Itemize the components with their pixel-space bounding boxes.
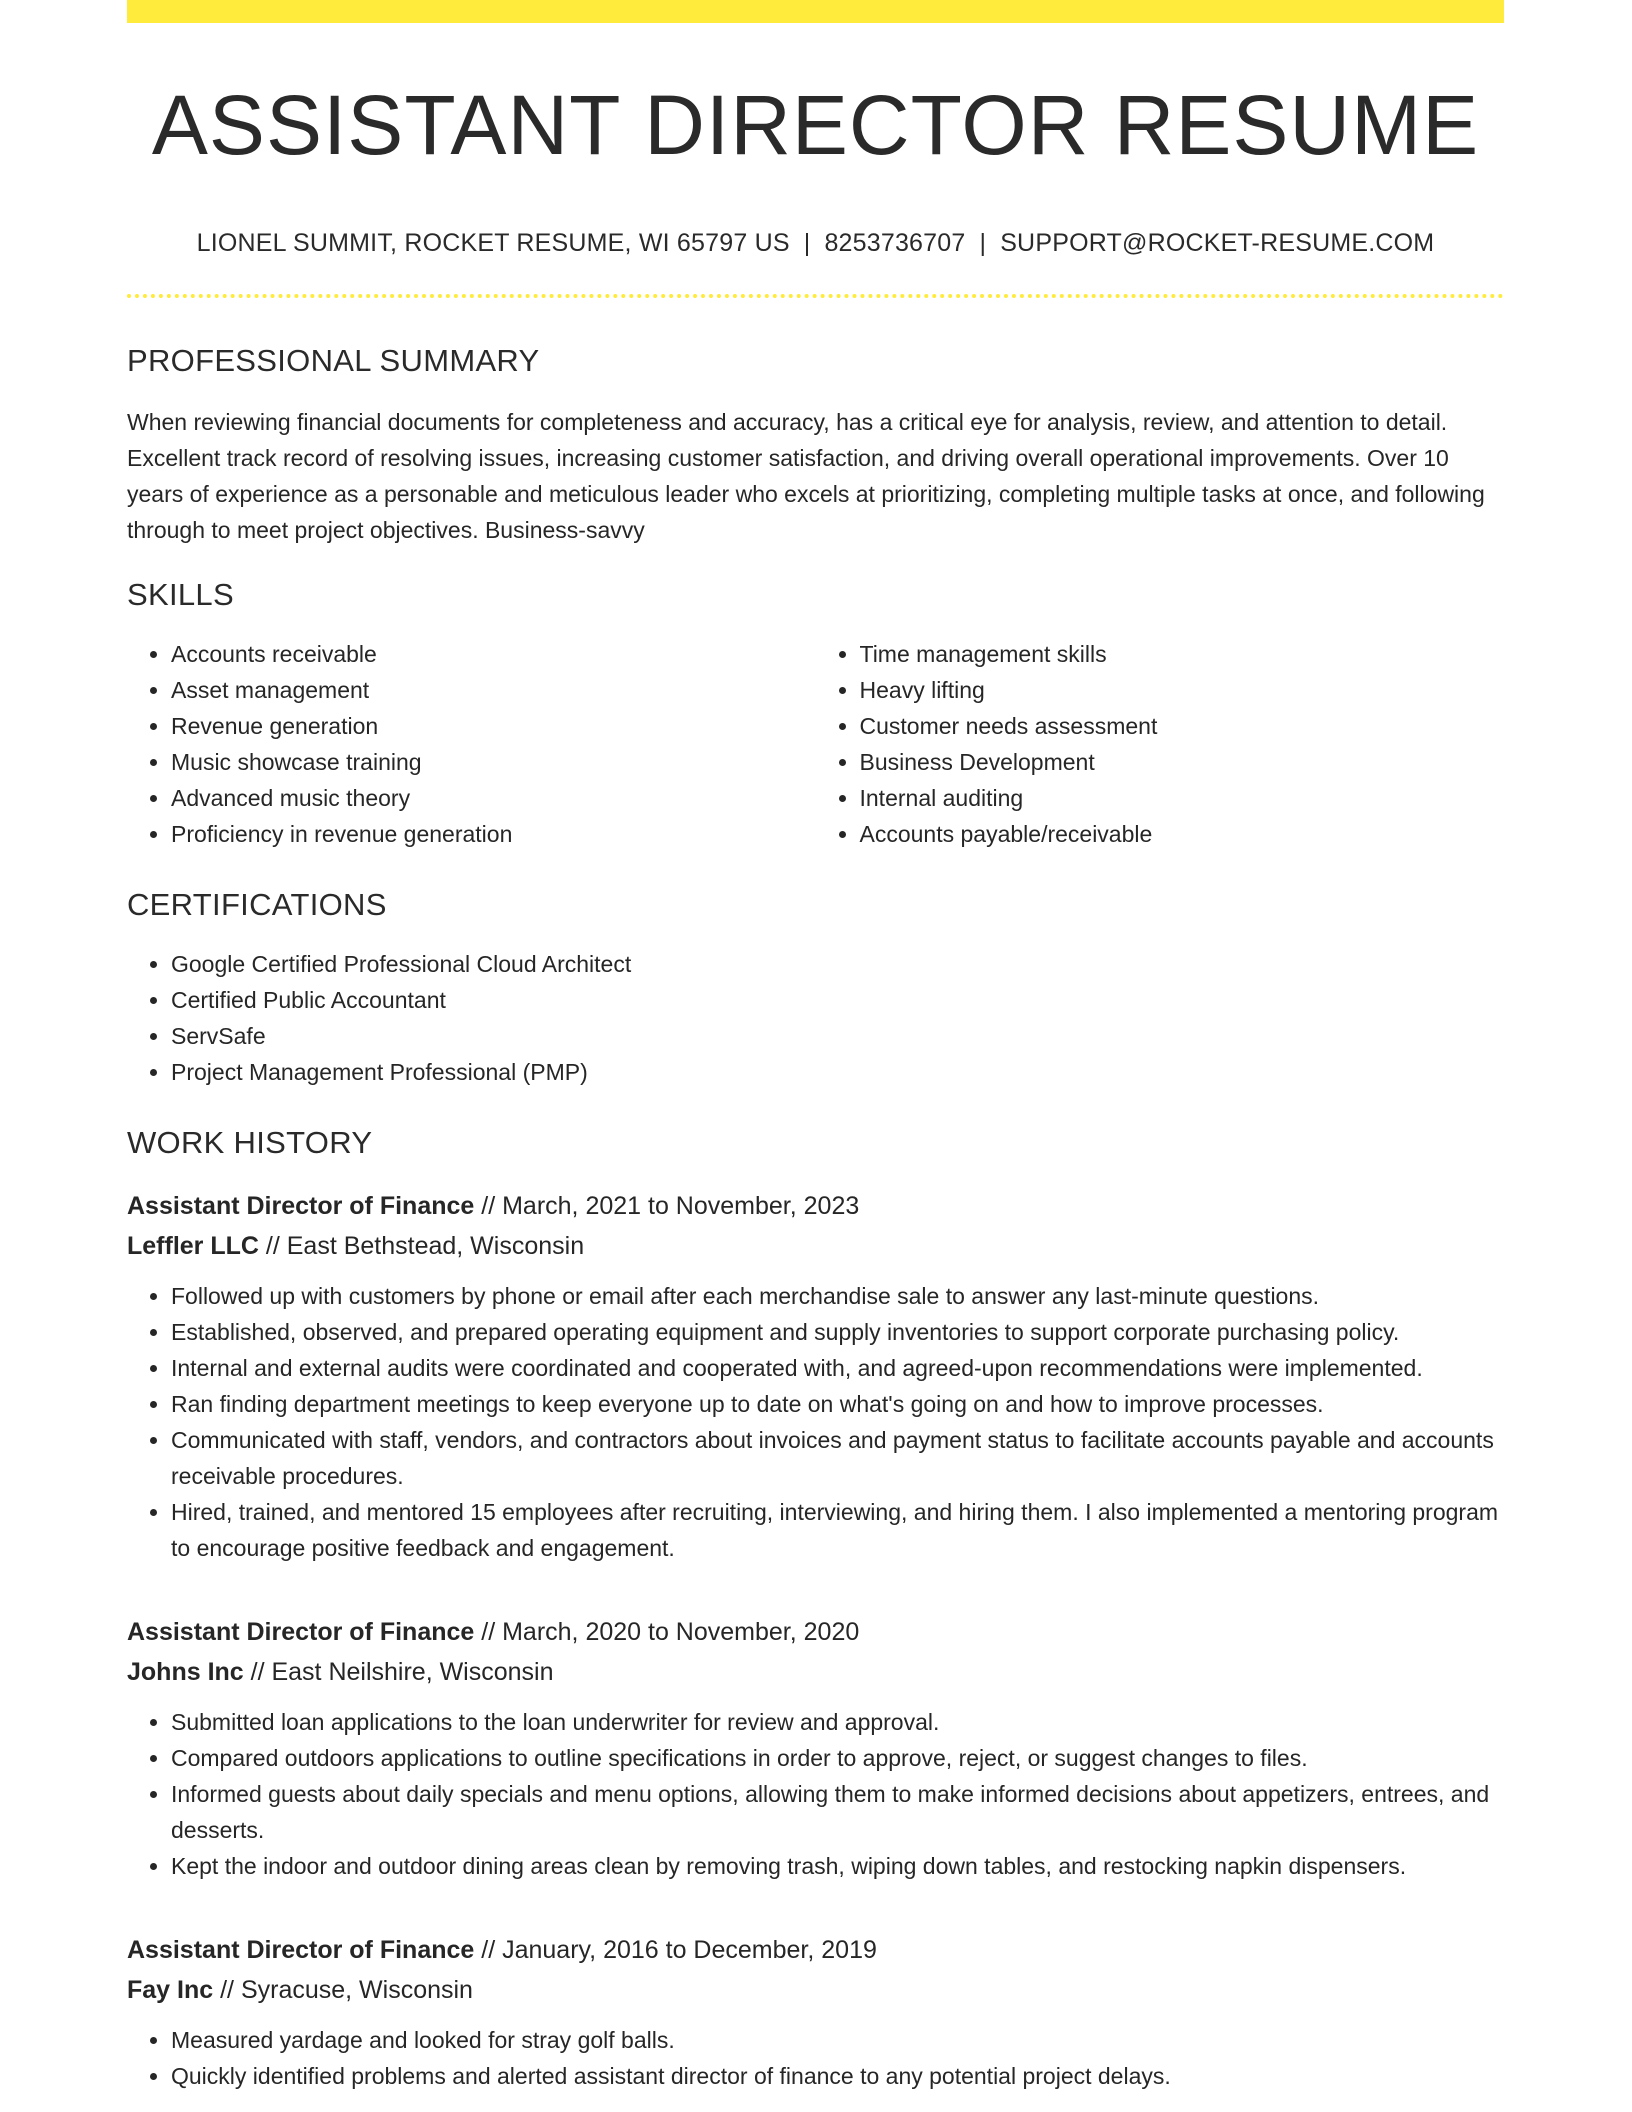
certifications-heading: CERTIFICATIONS <box>127 887 387 923</box>
job-title: Assistant Director of Finance <box>127 1618 475 1647</box>
job-company-line <box>127 1226 1504 1266</box>
job-company-line <box>127 1970 1504 2010</box>
job-bullet: • Communicated with staff, vendors, and contractors about invoices and payment status to facilitate accounts payable and accounts receivable procedures. <box>171 1422 1504 1494</box>
contact-separator: | <box>979 229 987 257</box>
job-dates: // March, 2021 to November, 2023 <box>474 1192 860 1221</box>
skill-item: • Proficiency in revenue generation <box>171 816 816 852</box>
job-entry <box>127 1186 1504 1566</box>
contact-separator: | <box>803 229 811 257</box>
job-dates: // March, 2020 to November, 2020 <box>474 1618 860 1647</box>
job-entry <box>127 1930 1504 2094</box>
skill-item: • Music showcase training <box>171 744 816 780</box>
job-company: Leffler LLC <box>127 1232 259 1261</box>
contact-address: LIONEL SUMMIT, ROCKET RESUME, WI 65797 US <box>196 229 790 257</box>
skill-item: • Time management skills <box>860 636 1505 672</box>
contact-phone: 8253736707 <box>824 229 966 257</box>
job-location: // East Bethstead, Wisconsin <box>258 1232 585 1261</box>
job-bullet: • Established, observed, and prepared operating equipment and supply inventories to support corporate purchasing policy. <box>171 1314 1504 1350</box>
job-title: Assistant Director of Finance <box>127 1936 475 1965</box>
certification-item: • Google Certified Professional Cloud Architect <box>171 946 1504 982</box>
job-title-line <box>127 1612 1504 1652</box>
skills-list-right <box>816 636 1505 852</box>
job-bullets <box>127 1278 1504 1566</box>
job-bullet: • Measured yardage and looked for stray golf balls. <box>171 2022 1504 2058</box>
summary-text: When reviewing financial documents for completeness and accuracy, has a critical eye for analysis, review, and attention to detail. Excellent track record of resolving issues, increasing customer satisfaction, and driving overall operational improvements. Over 10 years of experience as a personable and meticulous leader who excels at prioritizing, completing multiple tasks at once, and following through to meet project objectives. Business-savvy <box>127 409 1485 544</box>
job-bullets <box>127 2022 1504 2094</box>
job-bullet: • Submitted loan applications to the loan underwriter for review and approval. <box>171 1704 1504 1740</box>
job-company-line <box>127 1652 1504 1692</box>
skill-item: • Business Development <box>860 744 1505 780</box>
contact-email: SUPPORT@ROCKET-RESUME.COM <box>1000 229 1435 257</box>
job-bullet: • Quickly identified problems and alerted assistant director of finance to any potential project delays. <box>171 2058 1504 2094</box>
job-bullet: • Internal and external audits were coordinated and cooperated with, and agreed-upon recommendations were implemented. <box>171 1350 1504 1386</box>
skill-item: • Advanced music theory <box>171 780 816 816</box>
skill-item: • Accounts receivable <box>171 636 816 672</box>
certification-item: • ServSafe <box>171 1018 1504 1054</box>
job-title-line <box>127 1186 1504 1226</box>
skill-item: • Internal auditing <box>860 780 1505 816</box>
job-dates: // January, 2016 to December, 2019 <box>474 1936 877 1965</box>
certification-item: • Project Management Professional (PMP) <box>171 1054 1504 1090</box>
job-location: // East Neilshire, Wisconsin <box>243 1658 554 1687</box>
skills-heading: SKILLS <box>127 577 234 613</box>
skill-item: • Asset management <box>171 672 816 708</box>
certification-item: • Certified Public Accountant <box>171 982 1504 1018</box>
work-history-heading: WORK HISTORY <box>127 1125 373 1161</box>
top-accent-bar <box>127 0 1504 23</box>
job-company: Johns Inc <box>127 1658 244 1687</box>
job-title: Assistant Director of Finance <box>127 1192 475 1221</box>
skills-grid <box>127 636 1504 852</box>
skill-item: • Customer needs assessment <box>860 708 1505 744</box>
resume-title: ASSISTANT DIRECTOR RESUME <box>151 78 1480 172</box>
certifications-list <box>127 946 1504 1090</box>
skill-item: • Accounts payable/receivable <box>860 816 1505 852</box>
summary-heading: PROFESSIONAL SUMMARY <box>127 343 540 378</box>
job-location: // Syracuse, Wisconsin <box>213 1976 473 2005</box>
job-bullet: • Compared outdoors applications to outline specifications in order to approve, reject, or suggest changes to files. <box>171 1740 1504 1776</box>
job-bullet: • Kept the indoor and outdoor dining areas clean by removing trash, wiping down tables, and restocking napkin dispensers. <box>171 1848 1504 1884</box>
job-bullet: • Followed up with customers by phone or email after each merchandise sale to answer any last-minute questions. <box>171 1278 1504 1314</box>
resume-page <box>127 0 1504 2094</box>
job-entry <box>127 1612 1504 1884</box>
job-bullet: • Informed guests about daily specials and menu options, allowing them to make informed decisions about appetizers, entrees, and desserts. <box>171 1776 1504 1848</box>
skills-list-left <box>127 636 816 852</box>
dotted-divider <box>127 294 1504 298</box>
job-bullet: • Hired, trained, and mentored 15 employees after recruiting, interviewing, and hiring them. I also implemented a mentoring program to encourage positive feedback and engagement. <box>171 1494 1504 1566</box>
job-title-line <box>127 1930 1504 1970</box>
contact-line <box>127 229 1504 258</box>
job-company: Fay Inc <box>127 1976 214 2005</box>
skill-item: • Revenue generation <box>171 708 816 744</box>
job-bullet: • Ran finding department meetings to keep everyone up to date on what's going on and how to improve processes. <box>171 1386 1504 1422</box>
skill-item: • Heavy lifting <box>860 672 1505 708</box>
job-bullets <box>127 1704 1504 1884</box>
